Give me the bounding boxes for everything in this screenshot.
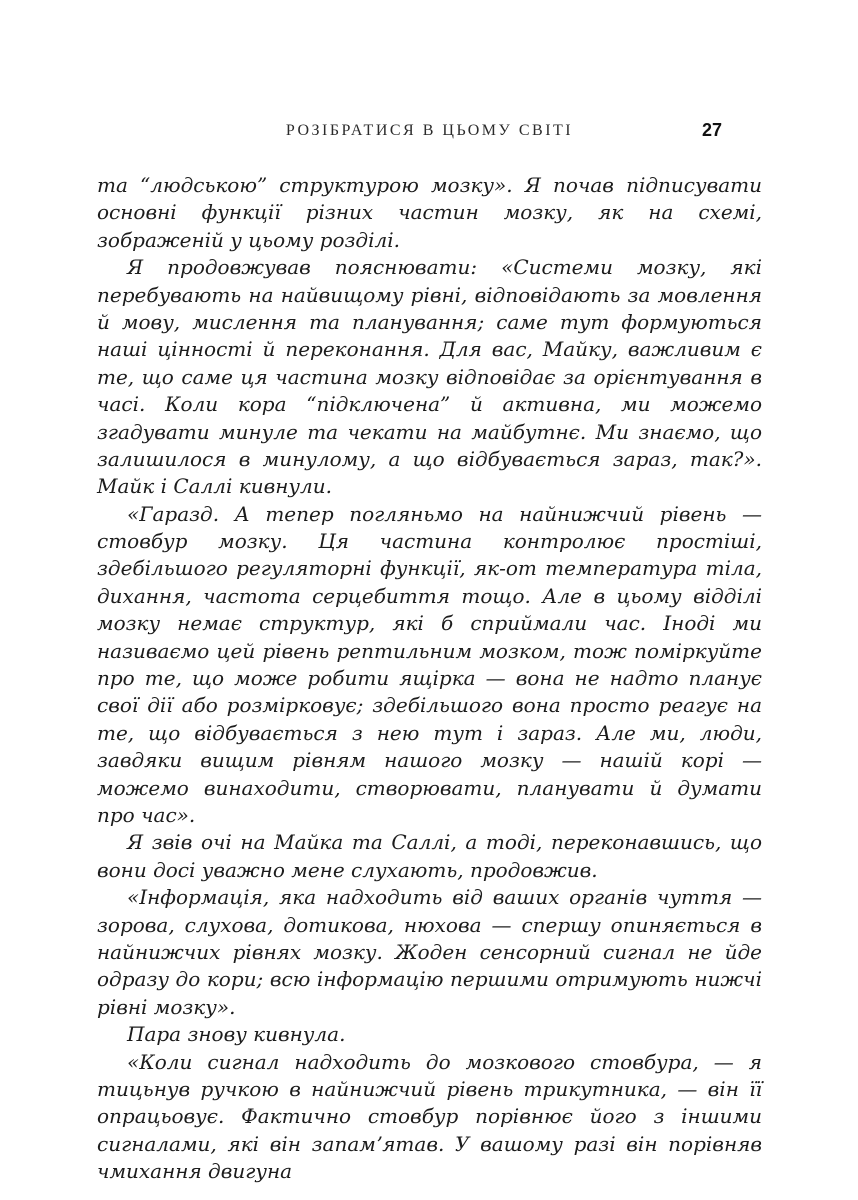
paragraph: та “людською” структурою мозку». Я почав підписувати основні функції різних частин мозку, як на схемі, зображеній у цьому розділі. xyxy=(97,173,762,252)
paragraph: Пара знову кивнула. xyxy=(127,1022,346,1047)
paragraph: Я продовжував пояснювати: «Системи мозку, які перебувають на найвищому рівні, відповідають за мовлення й мову, мислення та планування; саме тут формуються наші цінності й переконання. Для вас, Майку, важливим є те, що саме ця частина мозку відповідає за орієнтування в часі. Коли кора “підключена” й активна, ми можемо згадувати минуле та чекати на майбутнє. Ми знаємо, що залишилося в минулому, а що відбувається зараз, так?». Майк і Саллі кивнули. xyxy=(97,255,762,499)
paragraph: «Коли сигнал надходить до мозкового стовбура, — я тицьнув ручкою в найнижчий рівень трикутника, — він її опрацьовує. Фактично стовбур порівнює його з іншими сигналами, які він запамʼятав. У вашому разі він порівняв чмихання двигуна xyxy=(97,1049,762,1184)
paragraph: «Гаразд. А тепер погляньмо на найнижчий рівень — стовбур мозку. Ця частина контролює простіші, здебільшого регуляторні функції, як-от температура тіла, дихання, частота серцебиття тощо. Але в цьому відділі мозку немає структур, які б сприймали час. Іноді ми називаємо цей рівень рептильним мозком, тож поміркуйте про те, що може робити ящірка — вона не надто планує свої дії або розмірковує; здебільшого вона просто реагує на те, що відбувається з нею тут і зараз. Але ми, люди, завдяки вищим рівням нашого мозку — нашій корі — можемо винаходити, створювати, планувати й думати про час». xyxy=(97,501,762,827)
paragraph: «Інформація, яка надходить від ваших органів чуття — зорова, слухова, дотикова, нюхова — спершу опиняється в найнижчих рівнях мозку. Жоден сенсорний сигнал не йде одразу до кори; всю інформацію першими отримують нижчі рівні мозку». xyxy=(97,885,762,1019)
paragraph: Я звів очі на Майка та Саллі, а тоді, переконавшись, що вони досі уважно мене слухають, продовжив. xyxy=(97,830,762,882)
running-head xyxy=(97,122,762,146)
page-content xyxy=(97,122,762,1185)
body-text xyxy=(97,172,762,1185)
running-title: РОЗІБРАТИСЯ В ЦЬОМУ СВІТІ xyxy=(285,122,574,139)
page-number: 27 xyxy=(701,120,722,140)
